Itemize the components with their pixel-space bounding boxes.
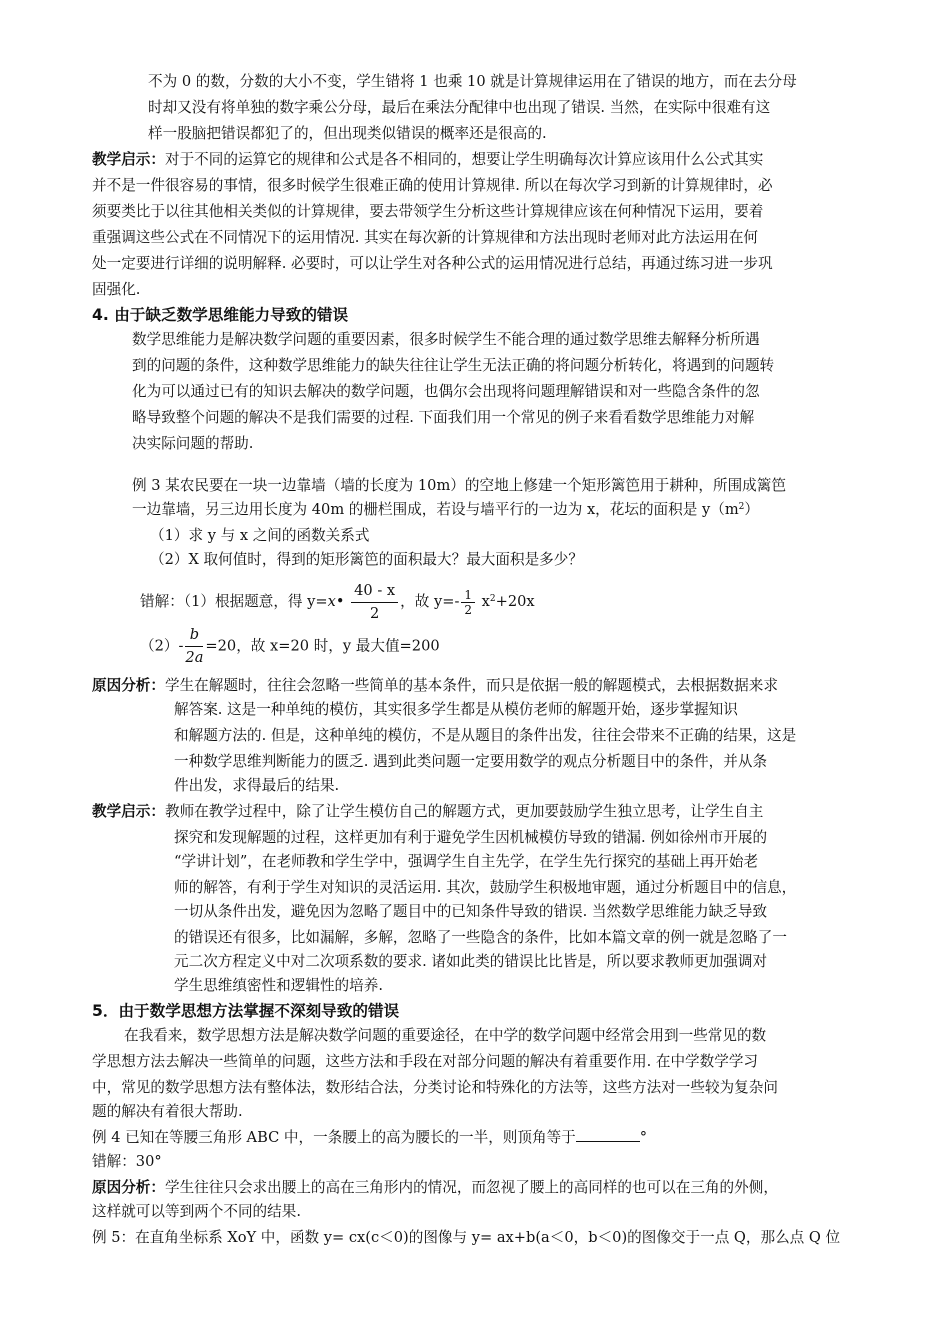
teaching-hint-label: 教学启示： bbox=[92, 151, 165, 168]
paragraph-line: 不为 0 的数，分数的大小不变，学生错将 1 也乘 10 就是计算规律运用在了错误的地方，而在去分母 bbox=[148, 73, 797, 90]
cause-analysis-label: 原因分析： bbox=[92, 677, 165, 694]
paragraph-line: 在我看来，数学思想方法是解决数学问题的重要途径，在中学的数学问题中经常会用到一些常见的数 bbox=[124, 1027, 767, 1044]
cause-analysis-line: 原因分析：学生在解题时，往往会忽略一些简单的基本条件，而只是依据一般的解题模式，去根据数据来求 bbox=[92, 677, 778, 694]
paragraph-line: 学思想方法去解决一些简单的问题，这些方法和手段在对部分问题的解决有着重要作用. 在中学数学学习 bbox=[92, 1053, 759, 1070]
fraction: $\frac{b}{2a}$ bbox=[185, 626, 204, 666]
cause-analysis-line: 原因分析：学生往往只会求出腰上的高在三角形内的情况，而忽视了腰上的高同样的也可以在三角的外侧， bbox=[92, 1179, 778, 1196]
paragraph-line: 中，常见的数学思想方法有整体法，数形结合法，分类讨论和特殊化的方法等，这些方法对一些较为复杂问 bbox=[92, 1079, 778, 1096]
paragraph-line: 一切从条件出发，避免因为忽略了题目中的已知条件导致的错误. 当然数学思维能力缺乏导致 bbox=[174, 903, 768, 920]
example-3-line: 一边靠墙，另三边用长度为 40m 的栅栏围成，若设与墙平行的一边为 x，花坛的面积是 $y(m^2)$ bbox=[132, 501, 759, 518]
answer-blank bbox=[576, 1141, 640, 1142]
paragraph-line: 决实际问题的帮助. bbox=[132, 435, 254, 452]
paragraph-line: 解答案. 这是一种单纯的模仿，其实很多学生都是从模仿老师的解题开始，逐步掌握知识 bbox=[174, 701, 738, 718]
paragraph-line: 到的问题的条件，这种数学思维能力的缺失往往让学生无法正确的将问题分析转化，将遇到的问题转 bbox=[132, 357, 775, 374]
paragraph-line: 样一股脑把错误都犯了的，但出现类似错误的概率还是很高的. bbox=[148, 125, 547, 142]
paragraph-line: 一种数学思维判断能力的匮乏. 遇到此类问题一定要用数学的观点分析题目中的条件，并从条 bbox=[174, 753, 768, 770]
paragraph-line: 师的解答，有利于学生对知识的灵活运用. 其次，鼓励学生积极地审题，通过分析题目中的信息， bbox=[174, 879, 797, 896]
paragraph-line: 题的解决有着很大帮助. bbox=[92, 1103, 243, 1120]
wrong-solution: 错解：30° bbox=[92, 1153, 162, 1170]
paragraph-line: 固强化. bbox=[92, 281, 141, 298]
example-4-line: 例 4 已知在等腰三角形 ABC 中，一条腰上的高为腰长的一半，则顶角等于 ° bbox=[92, 1129, 648, 1146]
cause-analysis-label: 原因分析： bbox=[92, 1179, 165, 1196]
question-2: （2）X 取何值时，得到的矩形篱笆的面积最大？最大面积是多少？ bbox=[150, 551, 583, 568]
example-3-line: 例 3 某农民要在一块一边靠墙（墙的长度为 10m）的空地上修建一个矩形篱笆用于耕种，所围成篱笆 bbox=[132, 477, 786, 494]
teaching-hint-line: 教学启示：对于不同的运算它的规律和公式是各不相同的，想要让学生明确每次计算应该用什么公式其实 bbox=[92, 151, 764, 168]
paragraph-line: 探究和发现解题的过程，这样更加有利于避免学生因机械模仿导致的错漏. 例如徐州市开展的 bbox=[174, 829, 768, 846]
paragraph-line: 并不是一件很容易的事情，很多时候学生很难正确的使用计算规律. 所以在每次学习到新的计算规律时，必 bbox=[92, 177, 773, 194]
paragraph-line: 化为可以通过已有的知识去解决的数学问题，也偶尔会出现将问题理解错误和对一些隐含条件的忽 bbox=[132, 383, 760, 400]
paragraph-line: 件出发，求得最后的结果. bbox=[174, 777, 340, 794]
paragraph-line: 学生思维缜密性和逻辑性的培养. bbox=[174, 977, 383, 994]
paragraph-line: 和解题方法的. 但是，这种单纯的模仿，不是从题目的条件出发，往往会带来不正确的结果，这是 bbox=[174, 727, 797, 744]
question-1: （1）求 y 与 x 之间的函数关系式 bbox=[150, 527, 370, 544]
paragraph-line: 这样就可以等到两个不同的结果. bbox=[92, 1203, 301, 1220]
teaching-hint-line: 教学启示：教师在教学过程中，除了让学生模仿自己的解题方式，更加要鼓励学生独立思考，让学生自主 bbox=[92, 803, 764, 820]
section-heading: 4. 由于缺乏数学思维能力导致的错误 bbox=[92, 306, 349, 324]
paragraph-line: 处一定要进行详细的说明解释. 必要时，可以让学生对各种公式的运用情况进行总结，再通过练习进一步巩 bbox=[92, 255, 773, 272]
paragraph-line: 略导致整个问题的解决不是我们需要的过程. 下面我们用一个常见的例子来看看数学思维能力对解 bbox=[132, 409, 755, 426]
wrong-solution-2: （2）- $\frac{b}{2a}$ =20，故 x=20 时，y 最大值=200 bbox=[140, 624, 440, 669]
paragraph-line: 须要类比于以往其他相关类似的计算规律，要去带领学生分析这些计算规律应该在何种情况下运用，要着 bbox=[92, 203, 764, 220]
paragraph-line: 重强调这些公式在不同情况下的运用情况. 其实在每次新的计算规律和方法出现时老师对此方法运用在何 bbox=[92, 229, 759, 246]
paragraph-line: 的错误还有很多，比如漏解，多解，忽略了一些隐含的条件，比如本篇文章的例一就是忽略了一 bbox=[174, 929, 787, 946]
section-heading: 5．由于数学思想方法掌握不深刻导致的错误 bbox=[92, 1002, 400, 1020]
paragraph-line: 元二次方程定义中对二次项系数的要求. 诸如此类的错误比比皆是，所以要求教师更加强调对 bbox=[174, 953, 768, 970]
paragraph-line: 时却又没有将单独的数字乘公分母，最后在乘法分配律中也出现了错误. 当然，在实际中很难有这 bbox=[148, 99, 771, 116]
paragraph-line: 数学思维能力是解决数学问题的重要因素，很多时候学生不能合理的通过数学思维去解释分析所遇 bbox=[132, 331, 760, 348]
teaching-hint-label: 教学启示： bbox=[92, 803, 165, 820]
paragraph-line: “学讲计划”，在老师教和学生学中，强调学生自主先学，在学生先行探究的基础上再开始老 bbox=[174, 853, 759, 870]
wrong-solution-1: 错解：（1）根据题意，得 y=x• $\frac{40 - x}{2}$ ，故 y=- $\frac{1}{2}$ $x^2+20x$ bbox=[140, 578, 535, 626]
fraction: $\frac{40 - x}{2}$ bbox=[351, 580, 398, 625]
fraction: $\frac{1}{2}$ bbox=[461, 588, 475, 617]
example-5-line: 例 5：在直角坐标系 XoY 中，函数 y= cx(c＜0)的图像与 y= ax+b(a＜0，b＜0)的图像交于一点 Q，那么点 Q 位 bbox=[92, 1229, 841, 1246]
